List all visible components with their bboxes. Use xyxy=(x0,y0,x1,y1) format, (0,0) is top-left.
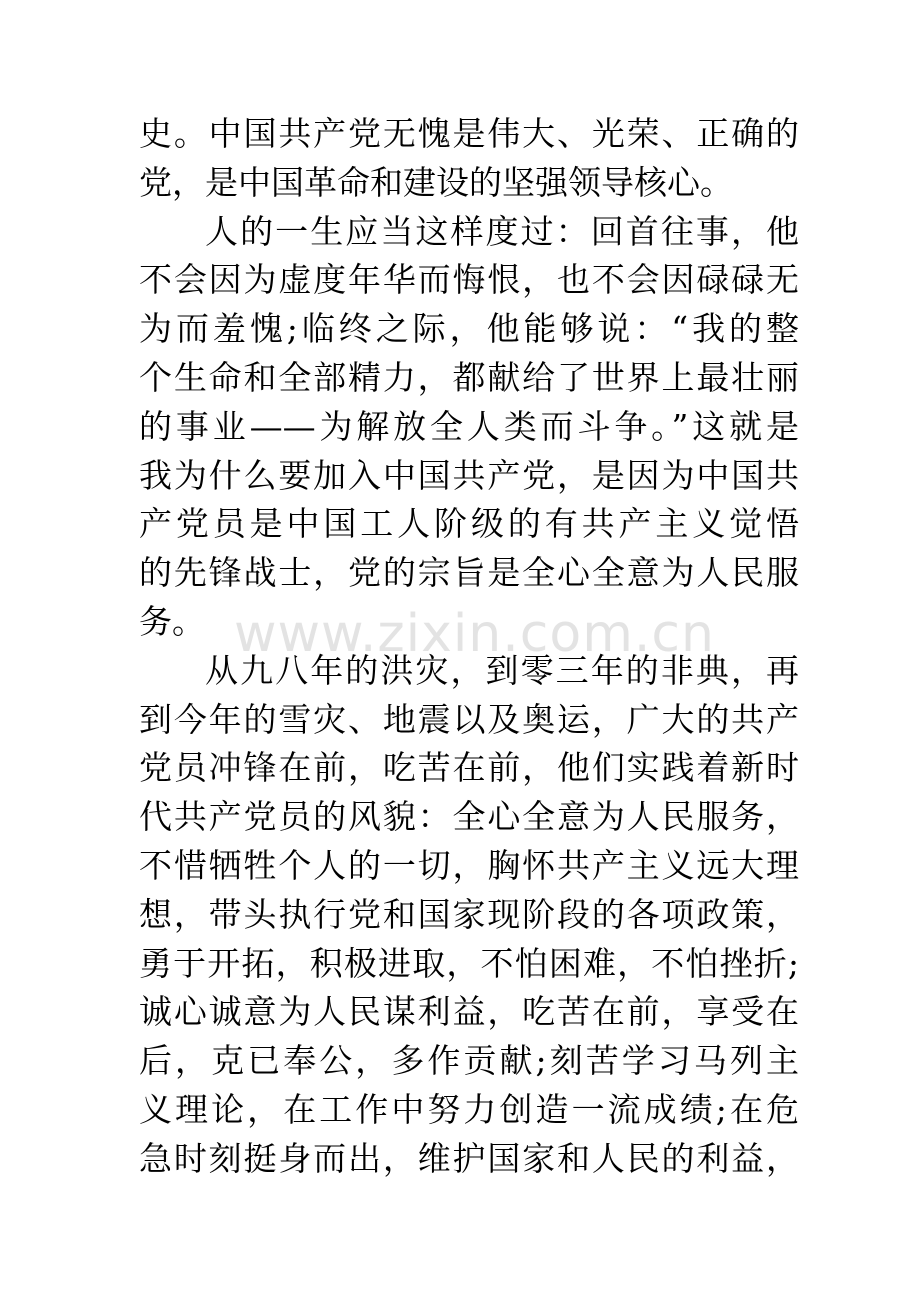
text-line: 的先锋战士，党的宗旨是全心全意为人民服 xyxy=(139,553,799,593)
text-line: 义理论，在工作中努力创造一流成绩;在危 xyxy=(139,1089,799,1129)
text-line: 产党员是中国工人阶级的有共产主义觉悟 xyxy=(139,504,799,544)
text-line: 勇于开拓，积极进取，不怕困难，不怕挫折; xyxy=(139,943,799,983)
paragraph-first-line: 从九八年的洪灾，到零三年的非典，再 xyxy=(205,650,799,690)
text-line: 党，是中国革命和建设的坚强领导核心。 xyxy=(139,162,733,202)
watermark-text: www.zixin.com.cn xyxy=(234,604,715,664)
text-line: 我为什么要加入中国共产党，是因为中国共 xyxy=(139,455,799,495)
text-line: 的事业——为解放全人类而斗争。”这就是 xyxy=(139,406,799,446)
text-line: 不惜牺牲个人的一切，胸怀共产主义远大理 xyxy=(139,845,799,885)
text-line: 务。 xyxy=(139,601,205,641)
text-line: 为而羞愧;临终之际，他能够说：“我的整 xyxy=(139,309,799,349)
text-line: 不会因为虚度年华而悔恨，也不会因碌碌无 xyxy=(139,260,799,300)
text-line: 后，克已奉公，多作贡献;刻苦学习马列主 xyxy=(139,1041,799,1081)
text-line: 到今年的雪灾、地震以及奥运，广大的共产 xyxy=(139,699,799,739)
text-line: 想，带头执行党和国家现阶段的各项政策， xyxy=(139,894,799,934)
body-text xyxy=(139,110,799,1184)
text-line: 个生命和全部精力，都献给了世界上最壮丽 xyxy=(139,357,799,397)
text-line: 诚心诚意为人民谋利益，吃苦在前，享受在 xyxy=(139,992,799,1032)
text-line: 党员冲锋在前，吃苦在前，他们实践着新时 xyxy=(139,748,799,788)
paragraph-first-line: 人的一生应当这样度过：回首往事，他 xyxy=(205,211,799,251)
text-line: 急时刻挺身而出，维护国家和人民的利益， xyxy=(139,1138,799,1178)
text-line: 代共产党员的风貌：全心全意为人民服务， xyxy=(139,797,799,837)
text-line: 史。中国共产党无愧是伟大、光荣、正确的 xyxy=(139,114,799,153)
